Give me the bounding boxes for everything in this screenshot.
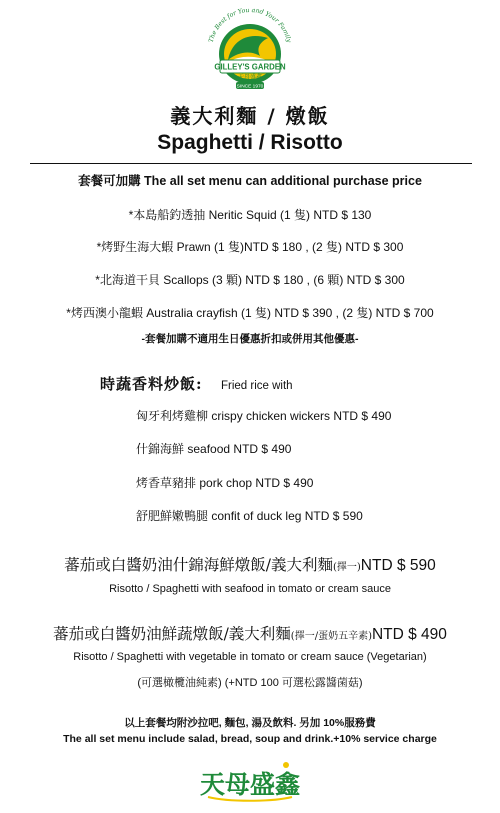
svg-text:The Best for You and Your Fami: The Best for You and Your Family (207, 6, 293, 44)
addon-item: *本島船釣透抽 Neritic Squid (1 隻) NTD $ 130 (128, 208, 372, 222)
fried-rice-heading (100, 373, 293, 394)
fried-rice-title-en: Fried rice with (221, 380, 293, 392)
seafood-risotto-title: 蕃茄或白醬奶油什錦海鮮燉飯/義大利麵(擇一)NTD $ 590 (64, 556, 436, 574)
svg-text:SINCE 1970: SINCE 1970 (236, 84, 264, 90)
addon-item: *烤野生海大蝦 Prawn (1 隻)NTD $ 180 , (2 隻) NTD $ 300 (96, 240, 404, 254)
heading-english: Spaghetti / Risotto (157, 131, 343, 154)
veg-risotto-note: (可選橄欖油純素) (+NTD 100 可選松露醬菌菇) (137, 677, 363, 689)
svg-text:GILLEY'S GARDEN: GILLEY'S GARDEN (214, 62, 286, 72)
heading-divider (30, 163, 472, 164)
svg-text:天母盛鑫: 天母盛鑫 (237, 74, 263, 81)
addon-item: *北海道干貝 Scallops (3 顆) NTD $ 180 , (6 顆) NTD $ 300 (95, 273, 405, 287)
addon-title: 套餐可加購 The all set menu can additional purchase price (78, 174, 422, 188)
fried-rice-item: 舒肥鮮嫩鴨腿 confit of duck leg NTD $ 590 (136, 509, 363, 523)
seafood-risotto-desc: Risotto / Spaghetti with seafood in tomato or cream sauce (109, 583, 391, 595)
svg-text:天母盛鑫: 天母盛鑫 (199, 770, 301, 799)
fried-rice-item: 匈牙利烤雞柳 crispy chicken wickers NTD $ 490 (136, 409, 392, 423)
addon-note: -套餐加購不適用生日優惠折扣或併用其他優惠- (141, 333, 359, 345)
fried-rice-item: 什錦海鮮 seafood NTD $ 490 (136, 442, 292, 456)
gilleys-garden-logo (198, 4, 302, 96)
footer-note-cn: 以上套餐均附沙拉吧, 麵包, 湯及飲料. 另加 10%服務費 (124, 717, 376, 729)
heading-chinese: 義大利麵 / 燉飯 (170, 104, 330, 128)
fried-rice-item: 烤香草豬排 pork chop NTD $ 490 (136, 476, 314, 490)
footer-note-en: The all set menu include salad, bread, soup and drink.+10% service charge (63, 733, 437, 745)
tianmu-shengxin-wordmark (198, 755, 302, 803)
addon-item: *烤西澳小龍蝦 Australia crayfish (1 隻) NTD $ 390 , (2 隻) NTD $ 700 (66, 306, 434, 320)
veg-risotto-desc: Risotto / Spaghetti with vegetable in tomato or cream sauce (Vegetarian) (73, 651, 427, 663)
fried-rice-title-cn: 時蔬香料炒飯: (100, 375, 203, 393)
veg-risotto-title: 蕃茄或白醬奶油鮮蔬燉飯/義大利麵(擇一/蛋奶五辛素)NTD $ 490 (53, 625, 447, 643)
